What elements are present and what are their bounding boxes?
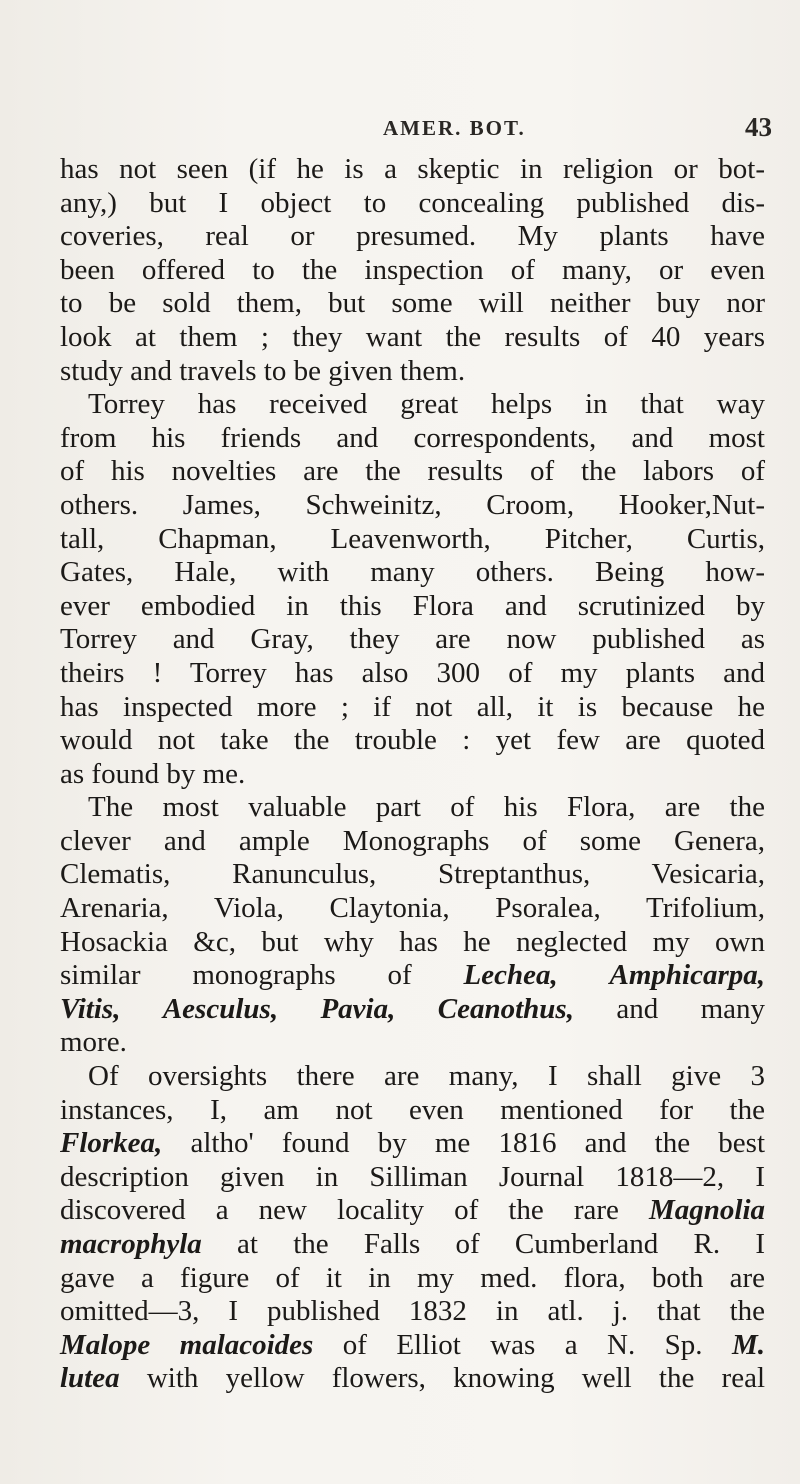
text-line: instances, I, am not even mentioned for the (60, 1093, 765, 1126)
text-segment: discovered a new locality of the rare (60, 1194, 619, 1227)
text-line: would not take the trouble : yet few are quoted (60, 724, 765, 757)
genus-name: Amphicarpa, (609, 959, 766, 992)
text-line: more. (60, 1026, 127, 1059)
text-segment: of Elliot was a N. Sp. (342, 1328, 703, 1361)
text-line-mixed (60, 959, 765, 993)
text-line: others. James, Schweinitz, Croom, Hooker,Nut- (60, 488, 765, 521)
species-name: lutea (60, 1362, 120, 1395)
text-line: omitted—3, I published 1832 in atl. j. that the (60, 1295, 765, 1328)
text-line-mixed (60, 1194, 765, 1228)
text-line: coveries, real or presumed. My plants have (60, 220, 765, 253)
genus-name: Aesculus, (162, 992, 279, 1025)
text-line: has inspected more ; if not all, it is because he (60, 690, 765, 723)
species-name: macrophyla (60, 1228, 202, 1260)
text-line: Clematis, Ranunculus, Streptanthus, Vesicaria, (60, 858, 765, 891)
text-line-mixed (60, 1228, 765, 1262)
text-line: Arenaria, Viola, Claytonia, Psoralea, Trifolium, (60, 892, 765, 925)
text-line: look at them ; they want the results of 40 years (60, 320, 765, 353)
text-line: study and travels to be given them. (60, 354, 466, 387)
genus-name: Pavia, (320, 992, 396, 1025)
text-segment: similar monographs of (60, 959, 412, 992)
running-head: AMER. BOT. (383, 116, 526, 140)
text-line-mixed (60, 1127, 765, 1161)
genus-name: Vitis, (60, 992, 121, 1025)
page-number: 43 (745, 112, 772, 142)
species-name: Malope malacoides (60, 1328, 314, 1361)
genus-name: Florkea, (60, 1127, 163, 1160)
text-line: ever embodied in this Flora and scrutinized by (60, 589, 765, 622)
text-segment: with yellow flowers, knowing well the real (146, 1362, 766, 1395)
text-line: to be sold them, but some will neither buy nor (60, 287, 765, 320)
genus-name: Magnolia (648, 1194, 765, 1227)
text-line: of his novelties are the results of the labors of (60, 455, 765, 488)
genus-name: Lechea, (463, 959, 558, 992)
text-line: Torrey has received great helps in that way (88, 388, 765, 421)
text-line: any,) but I object to concealing published dis- (60, 186, 765, 219)
text-line-mixed (60, 993, 765, 1027)
text-segment: altho' found by me 1816 and the best (190, 1127, 765, 1160)
text-segment: at the Falls of Cumberland R. I (237, 1228, 765, 1260)
text-line: description given in Silliman Journal 1818—2, I (60, 1160, 765, 1193)
text-line: The most valuable part of his Flora, are the (88, 791, 765, 824)
species-name: M. (731, 1328, 765, 1361)
genus-name: Ceanothus, (437, 992, 574, 1025)
text-line: from his friends and correspondents, and most (60, 421, 765, 454)
text-line: Torrey and Gray, they are now published as (60, 623, 765, 656)
text-line: gave a figure of it in my med. flora, both are (60, 1261, 765, 1294)
text-line: clever and ample Monographs of some Genera, (60, 824, 765, 857)
page-header (0, 112, 800, 146)
text-line: Gates, Hale, with many others. Being how- (60, 556, 765, 589)
text-line: as found by me. (60, 757, 246, 790)
text-segment: and many (616, 992, 766, 1025)
text-line: theirs ! Torrey has also 300 of my plants and (60, 656, 765, 689)
text-line-mixed (60, 1329, 765, 1363)
text-line: Of oversights there are many, I shall give 3 (88, 1060, 765, 1093)
text-line: been offered to the inspection of many, or even (60, 253, 765, 286)
text-line: tall, Chapman, Leavenworth, Pitcher, Curtis, (60, 522, 765, 555)
body-text (60, 153, 765, 1396)
text-line-mixed (60, 1362, 765, 1396)
text-line: has not seen (if he is a skeptic in religion or bot- (60, 153, 765, 185)
text-line: Hosackia &c, but why has he neglected my own (60, 925, 765, 958)
